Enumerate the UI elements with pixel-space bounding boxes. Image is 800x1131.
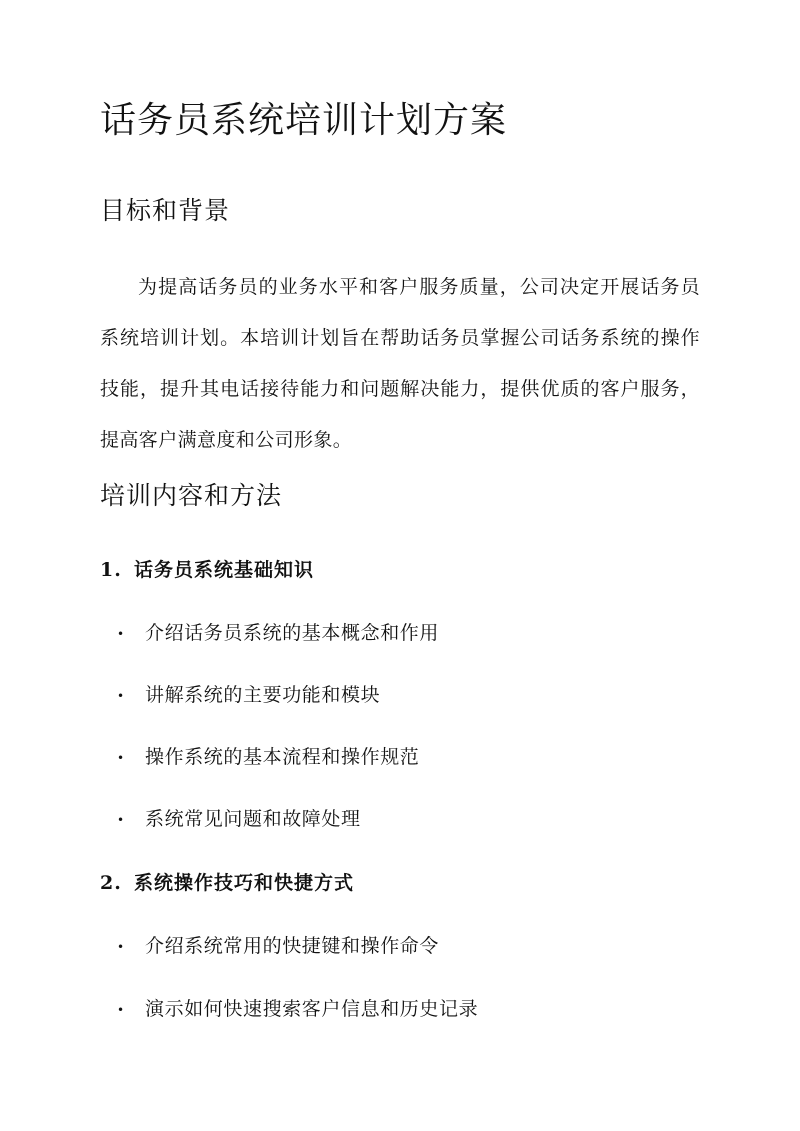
list-item-text: 演示如何快速搜索客户信息和历史记录 (145, 998, 479, 1020)
list-item-text: 介绍话务员系统的基本概念和作用 (145, 622, 440, 644)
bullet-icon: • (117, 1003, 125, 1017)
list-item (117, 931, 439, 962)
list-item (117, 994, 478, 1025)
bullet-icon: • (117, 751, 125, 765)
subsection-number: 1. (100, 559, 122, 581)
bullet-icon: • (117, 689, 125, 703)
document-title: 话务员系统培训计划方案 (100, 100, 508, 141)
list-item (117, 804, 361, 835)
bullet-icon: • (117, 940, 125, 954)
list-item (117, 618, 439, 649)
bullet-icon: • (117, 813, 125, 827)
bullet-icon: • (117, 627, 125, 641)
section-heading-content: 培训内容和方法 (100, 481, 283, 510)
list-item (117, 680, 380, 711)
list-item-text: 系统常见问题和故障处理 (145, 808, 361, 830)
subsection-heading-2 (100, 868, 354, 898)
list-item-text: 操作系统的基本流程和操作规范 (145, 746, 420, 768)
list-item (117, 742, 419, 773)
list-item-text: 讲解系统的主要功能和模块 (145, 684, 381, 706)
list-item-text: 介绍系统常用的快捷键和操作命令 (145, 935, 440, 957)
subsection-heading-1 (100, 555, 314, 585)
subsection-number: 2. (100, 872, 122, 894)
section-heading-goals: 目标和背景 (100, 196, 231, 225)
subsection-title: 系统操作技巧和快捷方式 (134, 872, 355, 894)
subsection-title: 话务员系统基础知识 (134, 559, 315, 581)
goals-paragraph: 为提高话务员的业务水平和客户服务质量，公司决定开展话务员系统培训计划。本培训计划旨在帮助话务员掌握公司话务系统的操作技能，提升其电话接待能力和问题解决能力，提供优质的客户服务，提高客户满意度和公司形象。 (100, 276, 700, 451)
